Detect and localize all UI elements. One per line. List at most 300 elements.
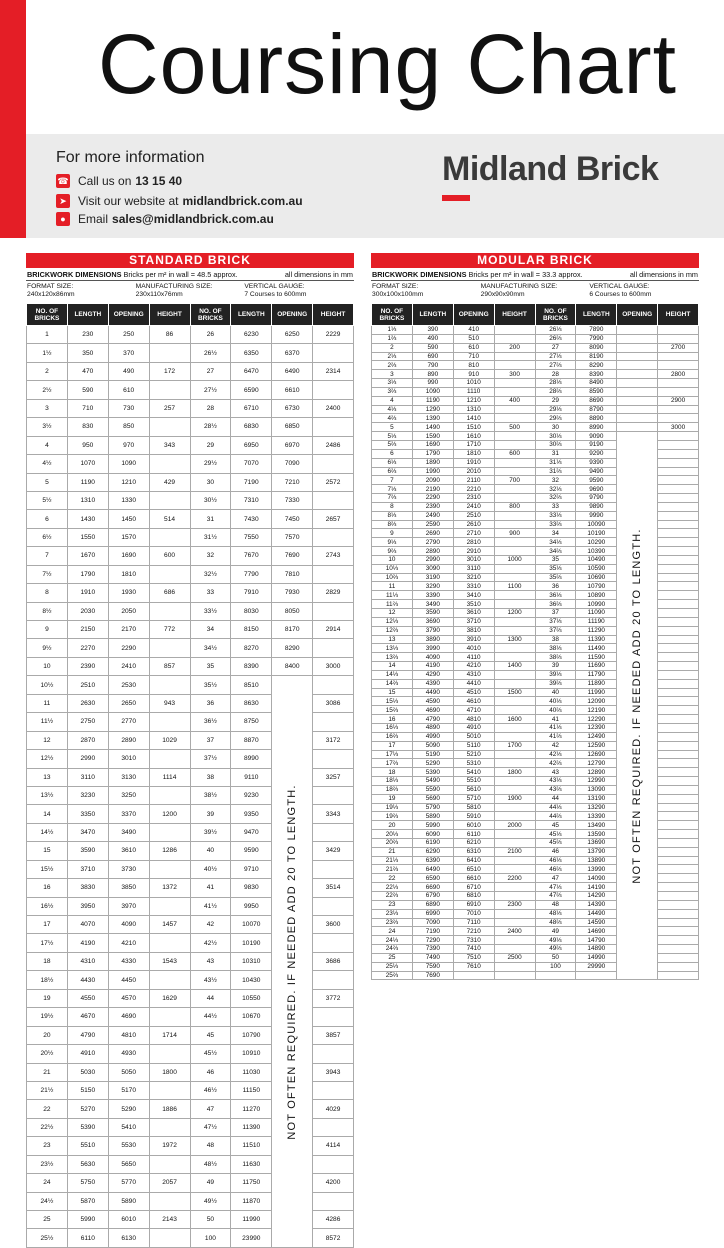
table-cell: 5890 bbox=[108, 1192, 149, 1210]
table-cell: 35⅔ bbox=[535, 573, 576, 582]
table-cell bbox=[149, 344, 190, 362]
table-cell: 6 bbox=[27, 510, 68, 528]
table-cell: 3230 bbox=[67, 786, 108, 804]
table-cell bbox=[658, 458, 699, 467]
table-cell: 38½ bbox=[190, 786, 231, 804]
table-cell: 23 bbox=[27, 1137, 68, 1155]
table-cell: 4190 bbox=[412, 662, 453, 671]
table-cell: 3772 bbox=[313, 989, 354, 1007]
contact-email[interactable] bbox=[56, 212, 274, 226]
table-cell: 13090 bbox=[576, 785, 617, 794]
table-cell: 6190 bbox=[412, 838, 453, 847]
table-cell: 2⅔ bbox=[372, 361, 413, 370]
table-cell bbox=[658, 971, 699, 980]
table-cell: 2410 bbox=[453, 502, 494, 511]
table-cell: 2590 bbox=[412, 520, 453, 529]
table-cell bbox=[494, 856, 535, 865]
table-cell: 5510 bbox=[453, 777, 494, 786]
table-cell: 47 bbox=[535, 874, 576, 883]
table-cell bbox=[494, 803, 535, 812]
table-cell bbox=[494, 971, 535, 980]
table-cell: 2700 bbox=[658, 343, 699, 352]
table-cell: 2990 bbox=[67, 750, 108, 768]
table-cell: 27 bbox=[535, 343, 576, 352]
table-cell: 9690 bbox=[576, 485, 617, 494]
table-cell: 11870 bbox=[231, 1192, 272, 1210]
table-cell bbox=[658, 909, 699, 918]
table-cell: 3257 bbox=[313, 768, 354, 786]
standard-header-3: HEIGHT bbox=[149, 304, 190, 326]
standard-format-value: 240x120x86mm bbox=[27, 291, 75, 298]
table-cell: 8⅓ bbox=[372, 511, 413, 520]
table-cell: 2400 bbox=[313, 399, 354, 417]
table-cell: 44⅔ bbox=[535, 812, 576, 821]
modular-header-6: OPENING bbox=[617, 304, 658, 326]
table-cell bbox=[658, 361, 699, 370]
table-cell: 4290 bbox=[412, 670, 453, 679]
table-cell: 11390 bbox=[231, 1118, 272, 1136]
modular-gauge-value: 6 Courses to 600mm bbox=[589, 291, 652, 298]
table-cell: 10990 bbox=[576, 600, 617, 609]
table-cell: 5⅔ bbox=[372, 440, 413, 449]
table-row bbox=[27, 602, 354, 620]
table-cell: 30½ bbox=[190, 491, 231, 509]
table-cell: 172 bbox=[149, 362, 190, 380]
table-cell: 10430 bbox=[231, 971, 272, 989]
table-row bbox=[372, 352, 699, 361]
table-cell: 6010 bbox=[453, 821, 494, 830]
table-cell: 34 bbox=[190, 621, 231, 639]
table-cell: 34⅓ bbox=[535, 538, 576, 547]
table-cell: 3⅓ bbox=[372, 379, 413, 388]
modular-mfg-label: MANUFACTURING SIZE: bbox=[480, 283, 558, 290]
table-cell: 9470 bbox=[231, 823, 272, 841]
table-row bbox=[27, 621, 354, 639]
table-cell: 44 bbox=[535, 794, 576, 803]
table-cell: 5710 bbox=[453, 794, 494, 803]
table-cell: 3514 bbox=[313, 879, 354, 897]
table-cell: 3310 bbox=[453, 582, 494, 591]
table-cell bbox=[494, 520, 535, 529]
table-row bbox=[372, 343, 699, 352]
table-cell: 6890 bbox=[412, 900, 453, 909]
table-cell: 2200 bbox=[494, 874, 535, 883]
table-cell: 34½ bbox=[190, 639, 231, 657]
table-cell: 16⅓ bbox=[372, 723, 413, 732]
table-cell: 7390 bbox=[412, 945, 453, 954]
table-cell: 490 bbox=[108, 362, 149, 380]
table-cell: 1543 bbox=[149, 952, 190, 970]
table-cell bbox=[658, 892, 699, 901]
table-cell: 50 bbox=[535, 953, 576, 962]
table-cell: 13390 bbox=[576, 812, 617, 821]
table-cell bbox=[494, 361, 535, 370]
table-cell: 2010 bbox=[453, 467, 494, 476]
table-cell bbox=[658, 449, 699, 458]
table-cell bbox=[313, 934, 354, 952]
table-cell: 23½ bbox=[27, 1155, 68, 1173]
table-cell: 8890 bbox=[576, 414, 617, 423]
table-cell: 6850 bbox=[272, 418, 313, 436]
email-prefix: Email bbox=[78, 212, 109, 226]
table-cell bbox=[658, 706, 699, 715]
table-cell bbox=[313, 455, 354, 473]
table-cell: 2486 bbox=[313, 436, 354, 454]
table-cell: 9830 bbox=[231, 879, 272, 897]
table-cell: 12⅔ bbox=[372, 626, 413, 635]
table-cell bbox=[658, 830, 699, 839]
table-cell: 2290 bbox=[412, 494, 453, 503]
table-cell: 2057 bbox=[149, 1174, 190, 1192]
table-cell: 11 bbox=[372, 582, 413, 591]
table-cell bbox=[658, 732, 699, 741]
table-cell: 1210 bbox=[453, 396, 494, 405]
table-cell bbox=[494, 706, 535, 715]
table-cell: 1300 bbox=[494, 635, 535, 644]
table-cell bbox=[313, 1155, 354, 1173]
table-cell: 1810 bbox=[453, 449, 494, 458]
table-cell: 14 bbox=[27, 805, 68, 823]
table-cell: 8⅔ bbox=[372, 520, 413, 529]
table-cell: 1910 bbox=[453, 458, 494, 467]
table-cell: 4⅓ bbox=[372, 405, 413, 414]
table-row bbox=[27, 344, 354, 362]
table-cell: 6470 bbox=[231, 362, 272, 380]
table-cell: 730 bbox=[108, 399, 149, 417]
table-cell: 31½ bbox=[190, 528, 231, 546]
table-cell: 7090 bbox=[412, 918, 453, 927]
table-cell: 2150 bbox=[67, 621, 108, 639]
table-cell: 6590 bbox=[412, 874, 453, 883]
contact-website[interactable] bbox=[56, 194, 303, 208]
table-cell: 4450 bbox=[108, 971, 149, 989]
table-cell: 1590 bbox=[412, 432, 453, 441]
table-cell: 5110 bbox=[453, 741, 494, 750]
table-cell: 11790 bbox=[576, 670, 617, 679]
table-cell bbox=[658, 494, 699, 503]
modular-header-0: NO. OF BRICKS bbox=[372, 304, 413, 326]
table-cell: 4430 bbox=[67, 971, 108, 989]
table-cell bbox=[658, 547, 699, 556]
table-cell: 2490 bbox=[412, 511, 453, 520]
table-cell bbox=[149, 528, 190, 546]
table-cell: 1550 bbox=[67, 528, 108, 546]
phone-number[interactable]: 13 15 40 bbox=[135, 174, 183, 188]
table-cell bbox=[313, 344, 354, 362]
table-cell: 22½ bbox=[27, 1118, 68, 1136]
modular-header-7: HEIGHT bbox=[658, 304, 699, 326]
call-prefix: Call us on bbox=[78, 174, 132, 188]
table-cell bbox=[658, 918, 699, 927]
table-cell: 1286 bbox=[149, 842, 190, 860]
table-cell bbox=[658, 838, 699, 847]
table-cell: 400 bbox=[494, 396, 535, 405]
table-cell bbox=[658, 405, 699, 414]
table-cell: 1190 bbox=[67, 473, 108, 491]
table-cell: 5150 bbox=[67, 1081, 108, 1099]
table-cell: 9 bbox=[27, 621, 68, 639]
table-cell: 3000 bbox=[658, 423, 699, 432]
table-cell: 5170 bbox=[108, 1081, 149, 1099]
table-cell bbox=[149, 491, 190, 509]
table-cell: 30 bbox=[190, 473, 231, 491]
table-cell: 41⅓ bbox=[535, 723, 576, 732]
table-cell: 43⅔ bbox=[535, 785, 576, 794]
table-cell: 2190 bbox=[412, 485, 453, 494]
table-cell: 5510 bbox=[67, 1137, 108, 1155]
table-cell: 32½ bbox=[190, 565, 231, 583]
table-cell: 6490 bbox=[272, 362, 313, 380]
table-cell bbox=[658, 440, 699, 449]
table-cell: 47½ bbox=[190, 1118, 231, 1136]
table-cell: 2790 bbox=[412, 538, 453, 547]
table-cell: 13190 bbox=[576, 794, 617, 803]
table-row bbox=[372, 414, 699, 423]
table-cell: 13890 bbox=[576, 856, 617, 865]
table-cell: 6⅔ bbox=[372, 467, 413, 476]
table-cell bbox=[658, 759, 699, 768]
table-cell: 7110 bbox=[453, 918, 494, 927]
email-link[interactable]: sales@midlandbrick.com.au bbox=[112, 212, 274, 226]
table-cell: 25 bbox=[27, 1211, 68, 1229]
table-cell: 970 bbox=[108, 436, 149, 454]
table-cell: 710 bbox=[67, 399, 108, 417]
table-cell: 990 bbox=[412, 379, 453, 388]
standard-specs bbox=[26, 280, 354, 303]
table-cell: 24⅔ bbox=[372, 945, 413, 954]
table-cell: 28⅔ bbox=[535, 387, 576, 396]
table-cell: 7550 bbox=[231, 528, 272, 546]
table-cell: 39 bbox=[190, 805, 231, 823]
table-cell: 31⅔ bbox=[535, 467, 576, 476]
table-cell: 12790 bbox=[576, 759, 617, 768]
table-cell: 7⅔ bbox=[372, 494, 413, 503]
table-cell: 1200 bbox=[494, 609, 535, 618]
table-cell: 429 bbox=[149, 473, 190, 491]
table-cell bbox=[313, 1192, 354, 1210]
table-cell: 39⅓ bbox=[535, 670, 576, 679]
table-cell bbox=[149, 455, 190, 473]
table-cell: 12 bbox=[27, 731, 68, 749]
table-cell bbox=[494, 838, 535, 847]
table-cell: 8050 bbox=[272, 602, 313, 620]
table-cell: 22⅓ bbox=[372, 883, 413, 892]
standard-brick-panel bbox=[26, 253, 354, 1248]
table-cell: 8390 bbox=[576, 370, 617, 379]
table-cell: 3943 bbox=[313, 1063, 354, 1081]
table-cell: 2 bbox=[27, 362, 68, 380]
table-cell: 17 bbox=[27, 916, 68, 934]
table-cell: 15 bbox=[27, 842, 68, 860]
table-cell: 11590 bbox=[576, 653, 617, 662]
table-cell: 10 bbox=[27, 657, 68, 675]
standard-format-label: FORMAT SIZE: bbox=[27, 283, 74, 290]
table-cell bbox=[658, 865, 699, 874]
table-cell: 1000 bbox=[494, 555, 535, 564]
table-cell: 25⅓ bbox=[372, 962, 413, 971]
table-cell: 2914 bbox=[313, 621, 354, 639]
table-cell: 21⅓ bbox=[372, 856, 413, 865]
table-cell: 13½ bbox=[27, 786, 68, 804]
table-cell: 11490 bbox=[576, 644, 617, 653]
table-cell: 19 bbox=[372, 794, 413, 803]
table-cell: 19⅔ bbox=[372, 812, 413, 821]
table-cell: 3490 bbox=[412, 600, 453, 609]
page-title: Coursing Chart bbox=[98, 17, 677, 111]
table-cell: 11990 bbox=[576, 688, 617, 697]
table-cell: 19⅓ bbox=[372, 803, 413, 812]
table-cell: 13590 bbox=[576, 830, 617, 839]
table-cell: 12 bbox=[372, 609, 413, 618]
table-cell: 5⅓ bbox=[372, 432, 413, 441]
table-cell: 8 bbox=[372, 502, 413, 511]
table-cell: 4 bbox=[27, 436, 68, 454]
table-cell: 5410 bbox=[108, 1118, 149, 1136]
table-cell: 7310 bbox=[231, 491, 272, 509]
modular-dimensions-line bbox=[371, 270, 699, 280]
table-row bbox=[27, 584, 354, 602]
table-cell: 5610 bbox=[453, 785, 494, 794]
standard-note-cell bbox=[272, 676, 313, 1248]
table-cell: 16 bbox=[372, 715, 413, 724]
table-cell: 3950 bbox=[67, 897, 108, 915]
table-cell: 5690 bbox=[412, 794, 453, 803]
table-cell: 14890 bbox=[576, 945, 617, 954]
table-cell: 6290 bbox=[412, 847, 453, 856]
table-cell: 8030 bbox=[231, 602, 272, 620]
table-cell: 3730 bbox=[108, 860, 149, 878]
table-cell: 3890 bbox=[412, 635, 453, 644]
table-cell bbox=[658, 750, 699, 759]
table-cell: 17⅓ bbox=[372, 750, 413, 759]
table-cell: 10290 bbox=[576, 538, 617, 547]
table-cell bbox=[494, 387, 535, 396]
standard-header-2: OPENING bbox=[108, 304, 149, 326]
table-cell bbox=[658, 529, 699, 538]
standard-header-7: HEIGHT bbox=[313, 304, 354, 326]
table-cell: 13690 bbox=[576, 838, 617, 847]
table-cell: 46 bbox=[190, 1063, 231, 1081]
table-cell: 44⅓ bbox=[535, 803, 576, 812]
table-cell bbox=[494, 538, 535, 547]
table-cell: 3970 bbox=[108, 897, 149, 915]
table-cell: 4390 bbox=[412, 679, 453, 688]
modular-header-3: HEIGHT bbox=[494, 304, 535, 326]
table-cell bbox=[149, 1155, 190, 1173]
table-cell bbox=[494, 414, 535, 423]
table-cell: 40⅔ bbox=[535, 706, 576, 715]
modular-format-label: FORMAT SIZE: bbox=[372, 283, 419, 290]
table-row bbox=[27, 676, 354, 694]
table-cell: 690 bbox=[412, 352, 453, 361]
table-cell: 34⅔ bbox=[535, 547, 576, 556]
table-cell: 9½ bbox=[27, 639, 68, 657]
table-cell: 10910 bbox=[231, 1045, 272, 1063]
table-cell: 5390 bbox=[67, 1118, 108, 1136]
table-row bbox=[372, 432, 699, 441]
table-cell: 15 bbox=[372, 688, 413, 697]
table-cell: 4210 bbox=[453, 662, 494, 671]
table-cell: 4710 bbox=[453, 706, 494, 715]
table-cell: 2900 bbox=[658, 396, 699, 405]
table-cell: 48 bbox=[535, 900, 576, 909]
table-cell: 772 bbox=[149, 621, 190, 639]
table-cell bbox=[658, 600, 699, 609]
table-cell bbox=[494, 379, 535, 388]
table-cell: 12½ bbox=[27, 750, 68, 768]
table-cell bbox=[149, 1118, 190, 1136]
table-cell bbox=[149, 676, 190, 694]
table-cell: 31 bbox=[535, 449, 576, 458]
table-cell bbox=[658, 334, 699, 343]
table-cell: 8390 bbox=[231, 657, 272, 675]
table-cell: 7210 bbox=[272, 473, 313, 491]
table-cell: 11990 bbox=[231, 1211, 272, 1229]
table-cell bbox=[658, 414, 699, 423]
table-cell bbox=[658, 511, 699, 520]
table-cell: 4330 bbox=[108, 952, 149, 970]
table-cell: 2710 bbox=[453, 529, 494, 538]
table-cell: 1610 bbox=[453, 432, 494, 441]
table-cell: 17 bbox=[372, 741, 413, 750]
table-cell: 1500 bbox=[494, 688, 535, 697]
table-cell bbox=[658, 688, 699, 697]
table-cell: 4890 bbox=[412, 723, 453, 732]
table-cell: 10790 bbox=[231, 1026, 272, 1044]
table-cell: 1800 bbox=[149, 1063, 190, 1081]
table-row bbox=[372, 405, 699, 414]
table-cell bbox=[494, 865, 535, 874]
table-cell: 45½ bbox=[190, 1045, 231, 1063]
table-cell bbox=[658, 821, 699, 830]
modular-header-2: OPENING bbox=[453, 304, 494, 326]
table-cell: 700 bbox=[494, 476, 535, 485]
table-cell: 46½ bbox=[190, 1081, 231, 1099]
table-cell: 6910 bbox=[453, 900, 494, 909]
table-row bbox=[372, 334, 699, 343]
table-cell: 2743 bbox=[313, 547, 354, 565]
table-cell: 2210 bbox=[453, 485, 494, 494]
table-row bbox=[372, 370, 699, 379]
table-cell: 7810 bbox=[272, 565, 313, 583]
table-cell: 11290 bbox=[576, 626, 617, 635]
table-cell bbox=[658, 379, 699, 388]
table-cell: 9110 bbox=[231, 768, 272, 786]
table-row bbox=[372, 379, 699, 388]
table-cell: 45⅓ bbox=[535, 830, 576, 839]
table-cell: 610 bbox=[108, 381, 149, 399]
table-cell: 2500 bbox=[494, 953, 535, 962]
table-cell: 45 bbox=[535, 821, 576, 830]
table-cell: 24⅓ bbox=[372, 936, 413, 945]
table-cell bbox=[658, 476, 699, 485]
table-cell: 3470 bbox=[67, 823, 108, 841]
table-cell: 2290 bbox=[108, 639, 149, 657]
table-cell: 6950 bbox=[231, 436, 272, 454]
table-cell: 42⅓ bbox=[535, 750, 576, 759]
table-cell bbox=[658, 352, 699, 361]
contact-phone[interactable] bbox=[56, 174, 182, 188]
table-cell: 39½ bbox=[190, 823, 231, 841]
table-cell bbox=[658, 387, 699, 396]
table-cell: 46⅓ bbox=[535, 856, 576, 865]
table-cell: 2530 bbox=[108, 676, 149, 694]
table-cell bbox=[658, 697, 699, 706]
table-cell: 18 bbox=[372, 768, 413, 777]
table-cell: 14790 bbox=[576, 936, 617, 945]
website-link[interactable]: midlandbrick.com.au bbox=[182, 194, 303, 208]
table-cell: 1714 bbox=[149, 1026, 190, 1044]
